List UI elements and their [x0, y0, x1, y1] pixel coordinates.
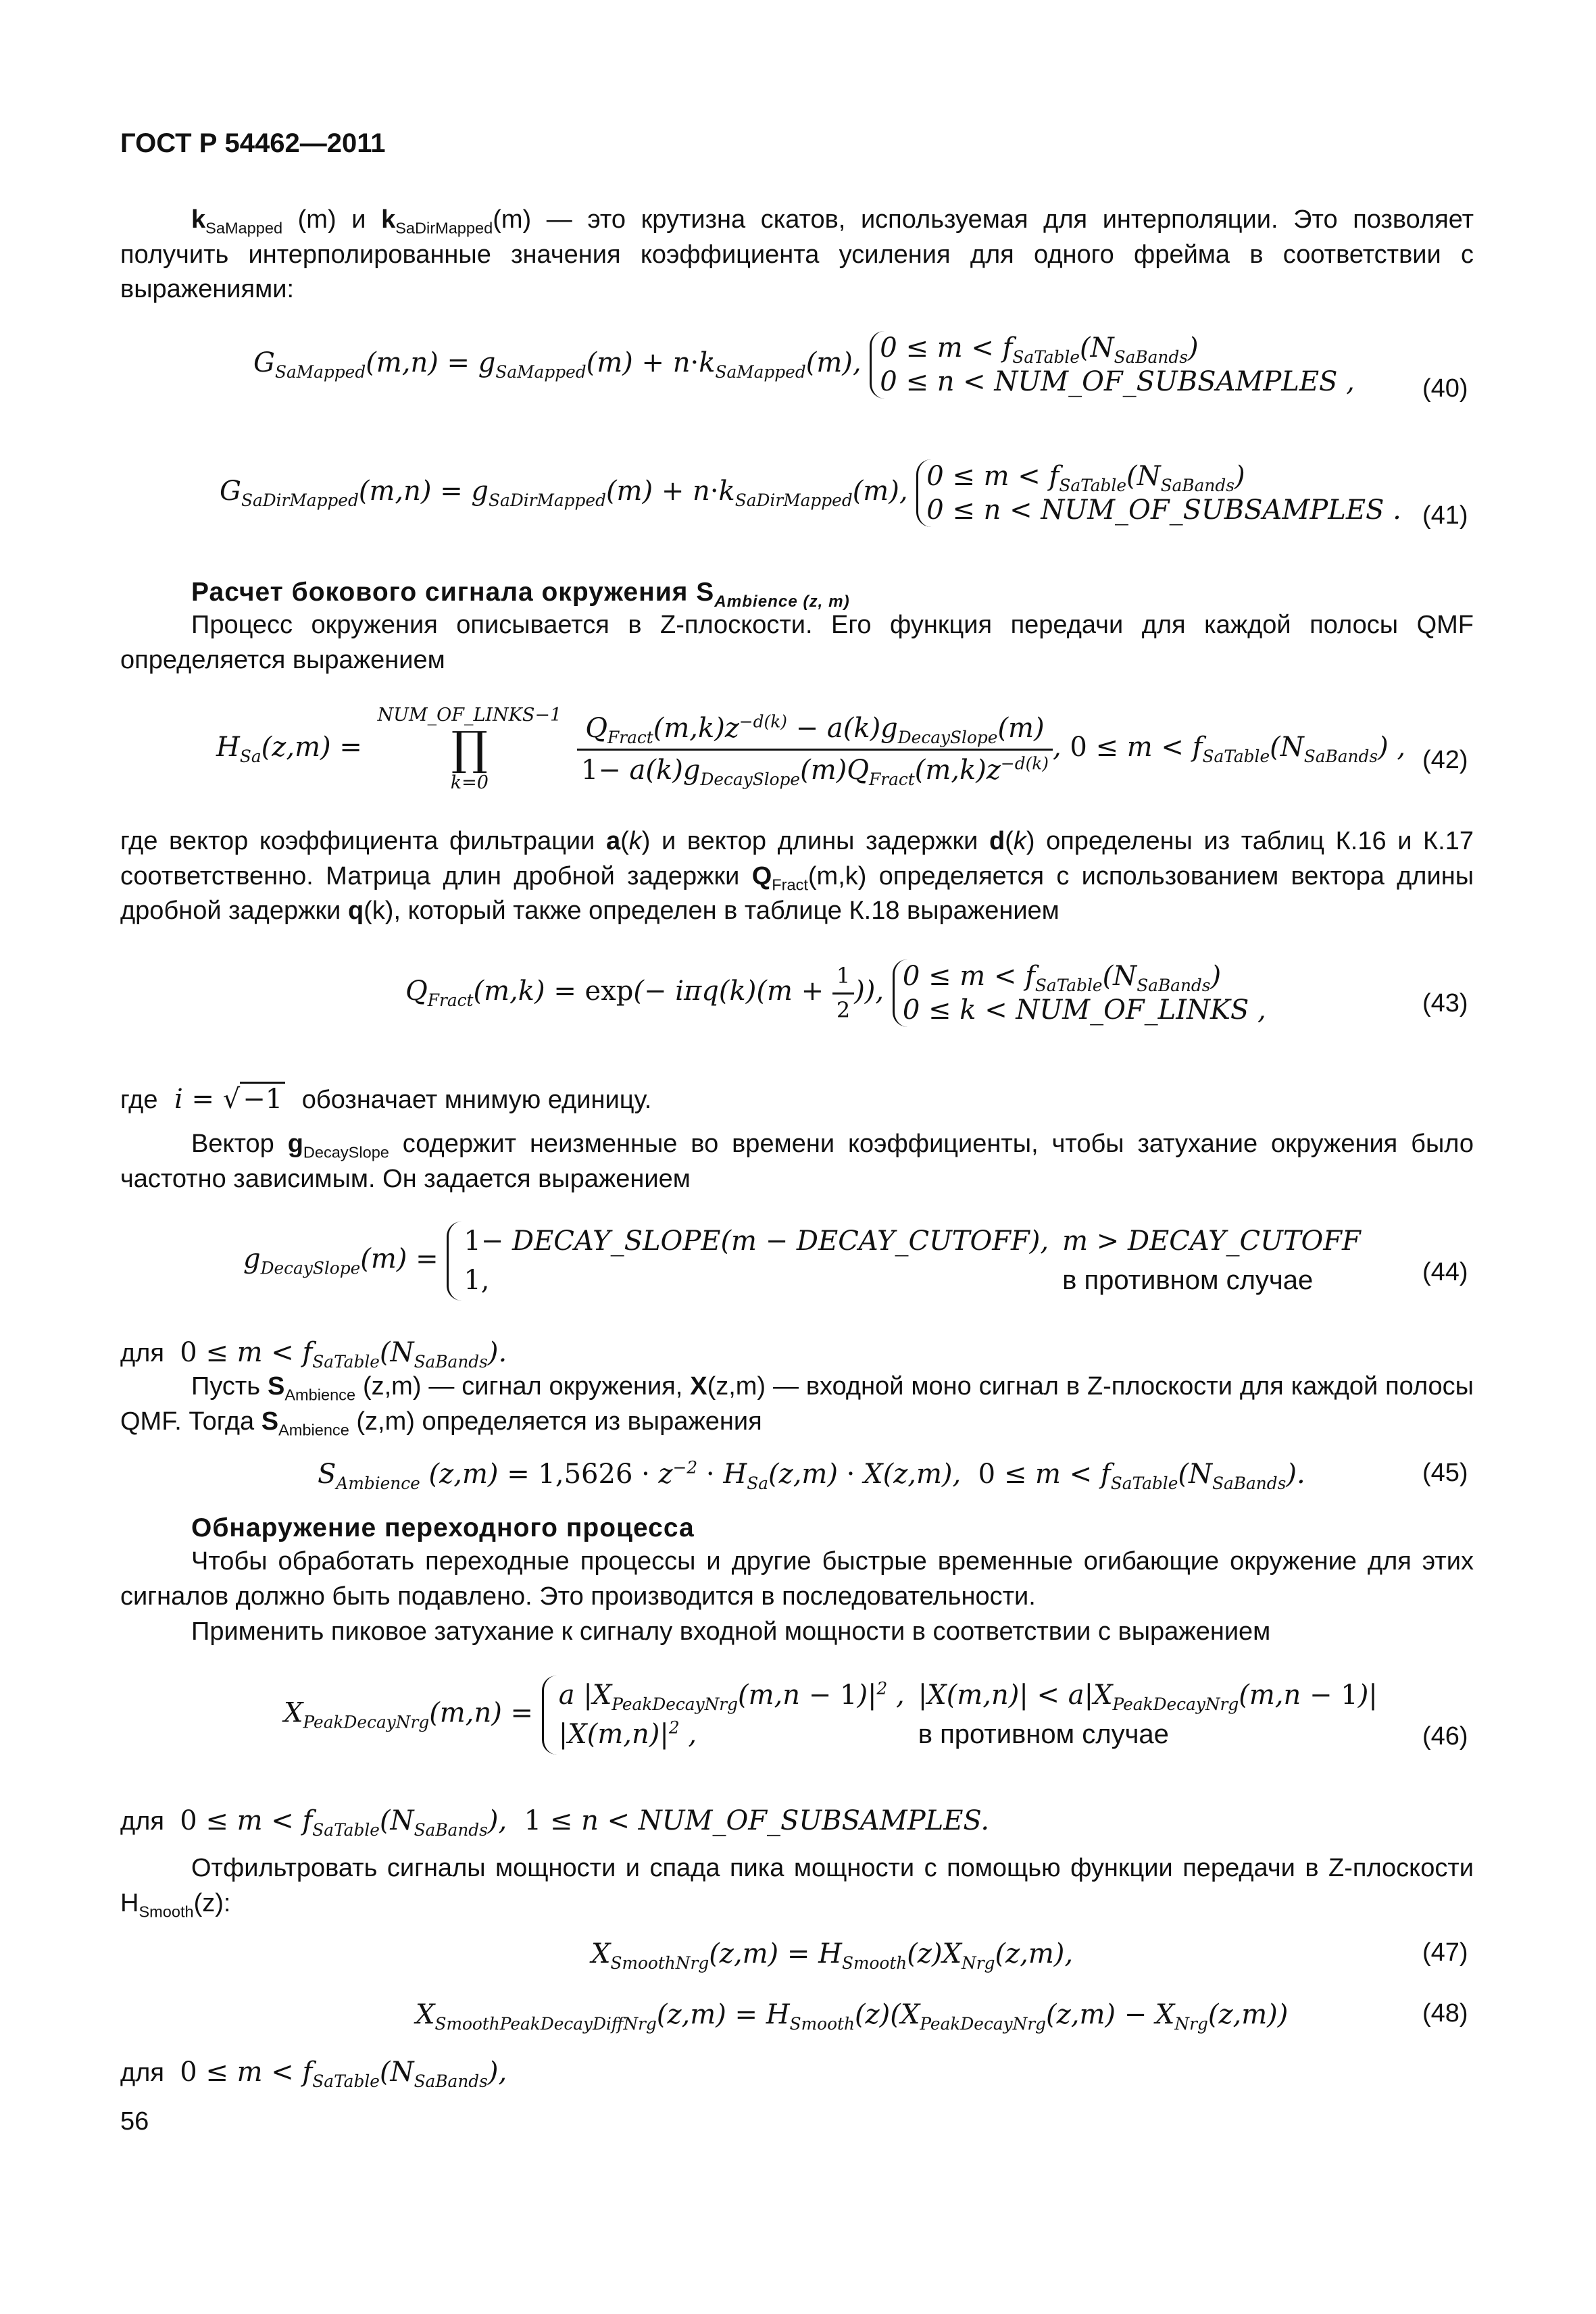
paragraph-peak-decay: Применить пиковое затухание к сигналу входной мощности в соответствии с выражением	[191, 1617, 1271, 1646]
paragraph-decay-slope: Вектор $g_{DecaySlope}$ содержит неизменные во времени коэффициенты, чтобы затухание окружения было частотно зависимым. Он задается выражением	[120, 1130, 1474, 1193]
equation-45: $S_{Ambience}$ $(z,m) = 1,5626 \cdot z^{-2} \cdot H_{Sa}(z,m) \cdot X(z,m)$, $0 \le m < f_{SaTable}(N_{SaBands})$.	[318, 1457, 1305, 1493]
equation-47: $X_{SmoothNrg}(z,m) = H_{Smooth}(z)X_{Nrg}(z,m)$,	[591, 1938, 1074, 1973]
equation-number-45: (45)	[1422, 1459, 1468, 1487]
equation-48: $X_{SmoothPeakDecayDiffNrg}(z,m) = H_{Smooth}(z)(X_{PeakDecayNrg}(z,m) - X_{Nrg}(z,m))$	[416, 1999, 1289, 2034]
paragraph-transient: Чтобы обработать переходные процессы и другие быстрые временные огибающие окружение для этих сигналов должно быть подавлено. Это производится в последовательности.	[120, 1547, 1474, 1611]
equation-number-48: (48)	[1422, 1999, 1468, 2028]
otherwise-label-46: в противном случае	[918, 1719, 1169, 1750]
equation-number-42: (42)	[1422, 746, 1468, 774]
paragraph-ambience-signal: Пусть $S_{Ambience}$ (z,m) — сигнал окружения, X(z,m) — входной моно сигнал в Z-плоскости для каждой полосы QMF. Тогда $S_{Ambience}$ (z,m) определяется из выражения	[120, 1372, 1474, 1439]
document-header: ГОСТ Р 54462—2011	[120, 128, 386, 158]
condition-line-1: для $0 \le m < f_{SaTable}(N_{SaBands})$.	[120, 1337, 507, 1372]
equation-42: $H_{Sa}(z,m)$ = NUM_OF_LINKS−1 ∏ k=0 $\frac{Q_{Fract}(m,k)z^{-d(k)} - a(k)g_{DecaySlope}(m)}{1- a(k)g_{DecaySlope}(m)Q_{Fract}(m,k)z^{-d(k)}}$ , $0 \le m < f_{SaTable}(N_{SaBands})$ ,	[216, 705, 1406, 793]
equation-number-44: (44)	[1422, 1258, 1468, 1286]
equation-number-46: (46)	[1422, 1722, 1468, 1751]
equation-number-41: (41)	[1422, 501, 1468, 530]
page-number: 56	[120, 2107, 149, 2136]
paragraph-filter-vectors: где вектор коэффициента фильтрации a(k) и вектор длины задержки d(k) определены из таблиц К.16 и К.17 соответственно. Матрица длин дробной задержки $Q_{Fract}(m,k)$ определяется с использованием вектора длины дробной задержки q(k), который также определен в таблице К.18 выражением	[120, 827, 1474, 926]
section-heading-ambience: Расчет бокового сигнала окружения $S_{Ambience (z, m)}$	[191, 578, 850, 611]
equation-44: $g_{DecaySlope}(m)$ = 1− DECAY_SLOPE(m − DECAY_CUTOFF), m > DECAY_CUTOFF 1, в противном случае	[243, 1222, 1368, 1301]
equation-43: $Q_{Fract}(m,k) = \exp(- i\pi q(k)(m$ + $\frac{1}{2}$ )), $0 \le m < f_{SaTable}(N_{SaBands})$ 0 ≤ k < NUM_OF_LINKS ,	[405, 961, 1266, 1026]
equation-number-43: (43)	[1422, 989, 1468, 1017]
equation-number-47: (47)	[1422, 1938, 1468, 1967]
otherwise-label-44: в противном случае	[1062, 1265, 1314, 1296]
condition-line-2: для $0 \le m < f_{SaTable}(N_{SaBands})$, 1 ≤ n < NUM_OF_SUBSAMPLES.	[120, 1805, 990, 1840]
paragraph-imaginary-unit: где i = √ −1 обозначает мнимую единицу.	[120, 1081, 651, 1118]
paragraph-smoothing: Отфильтровать сигналы мощности и спада пика мощности с помощью функции передачи в Z-плоскости $H_{Smooth}(z)$:	[120, 1854, 1474, 1921]
imaginary-unit-text: обозначает мнимую единицу.	[301, 1086, 652, 1114]
where-label: где	[120, 1086, 158, 1114]
equation-41: $G_{SaDirMapped}(m,n) = g_{SaDirMapped}(m) + n\cdot k_{SaDirMapped}(m)$, $0 \le m < f_{SaTable}(N_{SaBands})$ 0 ≤ n < NUM_OF_SUBSAMPLES .	[220, 461, 1401, 526]
paragraph-transfer-function: Процесс окружения описывается в Z-плоскости. Его функция передачи для каждой полосы QMF определяется выражением	[120, 611, 1474, 674]
condition-line-3: для $0 \le m < f_{SaTable}(N_{SaBands})$,	[120, 2057, 507, 2091]
equation-46: $X_{PeakDecayNrg}(m,n)$ = a $|X_{PeakDecayNrg}(m,n - 1)|^2$ , $|X(m,n)| < a|X_{PeakDecayNrg}(m,n - 1)|$ $|X(m,n)|^2$ , в противном случае	[284, 1676, 1385, 1755]
section-heading-transient: Обнаружение переходного процесса	[191, 1513, 695, 1542]
paragraph-intro: $k_{SaMapped}$ (m) и $k_{SaDirMapped}(m)$ — это крутизна скатов, используемая для интерполяции. Это позволяет получить интерполированные значения коэффициента усиления для одного фрейма в соответствии с выражениями:	[120, 205, 1474, 304]
equation-number-40: (40)	[1422, 374, 1468, 403]
equation-40: $G_{SaMapped}(m,n) = g_{SaMapped}(m) + n\cdot k_{SaMapped}(m)$, $0 \le m < f_{SaTable}(N_{SaBands})$ 0 ≤ n < NUM_OF_SUBSAMPLES ,	[253, 332, 1355, 397]
